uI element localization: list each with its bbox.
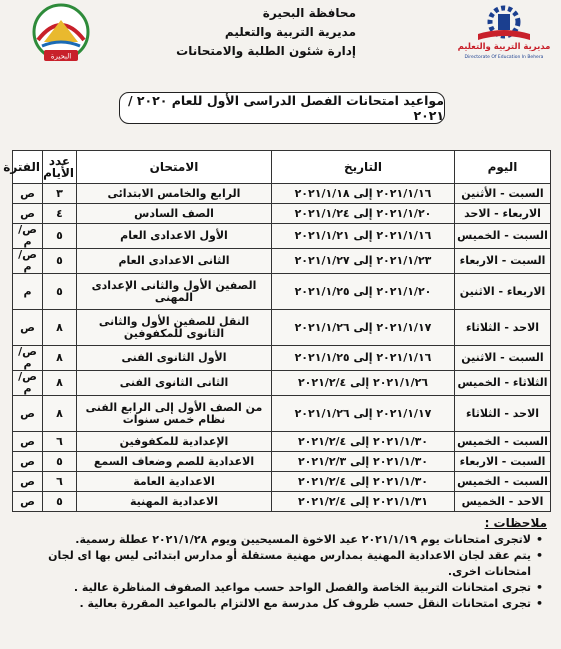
cell-date: ٢٠٢١/١/٣٠ إلى ٢٠٢١/٢/٤ (272, 432, 455, 452)
governorate-name: محافظة البحيرة (262, 6, 356, 20)
table-body (13, 184, 551, 512)
notes-section (17, 516, 547, 612)
cell-period: ص/م (13, 224, 43, 249)
cell-exam: الاعدادية العامة (77, 472, 272, 492)
cell-days-count: ٤ (43, 204, 77, 224)
cell-date: ٢٠٢١/١/١٦ إلى ٢٠٢١/١/٢١ (272, 224, 455, 249)
cell-date: ٢٠٢١/١/٣٠ إلى ٢٠٢١/٢/٣ (272, 452, 455, 472)
cell-exam: من الصف الأول إلى الرابع الفنى نظام خمس سنوات (77, 396, 272, 432)
edu-logo-subtext: Directorate Of Education In Behera (464, 55, 544, 60)
col-header-exam: الامتحان (77, 151, 272, 184)
table-row (13, 249, 551, 274)
cell-period: ص (13, 310, 43, 346)
cell-period: ص (13, 492, 43, 512)
cell-exam: الثانى الاعدادى العام (77, 249, 272, 274)
list-item: • تجرى امتحانات النقل حسب ظروف كل مدرسة مع الالتزام بالمواعيد المقررة بعالية . (17, 596, 531, 612)
notes-list (17, 532, 547, 612)
cell-days-count: ٥ (43, 274, 77, 310)
table-row (13, 492, 551, 512)
list-item: • يتم عقد لجان الاعدادية المهنية بمدارس مهنية مستقلة أو مدارس ابتدائى ليس بها اى لجان امتحانات اخرى. (17, 548, 531, 580)
cell-days-count: ٨ (43, 346, 77, 371)
cell-day: السبت - الاربعاء (455, 249, 551, 274)
cell-days-count: ٥ (43, 224, 77, 249)
cell-exam: الاعدادية المهنية (77, 492, 272, 512)
cell-days-count: ٨ (43, 310, 77, 346)
cell-exam: الصف السادس (77, 204, 272, 224)
cell-date: ٢٠٢١/١/١٦ إلى ٢٠٢١/١/٢٥ (272, 346, 455, 371)
cell-days-count: ٨ (43, 371, 77, 396)
cell-period: ص/م (13, 249, 43, 274)
directorate-name: مديرية التربية والتعليم (224, 25, 356, 39)
cell-date: ٢٠٢١/١/٢٦ إلى ٢٠٢١/٢/٤ (272, 371, 455, 396)
cell-period: م (13, 274, 43, 310)
cell-period: ص (13, 184, 43, 204)
cell-date: ٢٠٢١/١/٣١ إلى ٢٠٢١/٢/٤ (272, 492, 455, 512)
table-row (13, 371, 551, 396)
table-row (13, 396, 551, 432)
cell-day: الاربعاء - الاحد (455, 204, 551, 224)
cell-days-count: ٨ (43, 396, 77, 432)
cell-period: ص (13, 204, 43, 224)
cell-day: الاحد - الخميس (455, 492, 551, 512)
department-name: إدارة شئون الطلبة والامتحانات (176, 44, 356, 58)
cell-days-count: ٦ (43, 432, 77, 452)
col-header-days-count: عدد الأيام (43, 151, 77, 184)
cell-exam: الاعدادية للصم وضعاف السمع (77, 452, 272, 472)
cell-days-count: ٥ (43, 452, 77, 472)
table-row (13, 452, 551, 472)
col-header-date: التاريخ (272, 151, 455, 184)
cell-date: ٢٠٢١/١/٣٠ إلى ٢٠٢١/٢/٤ (272, 472, 455, 492)
schedule-title: مواعيد امتحانات الفصل الدراسى الأول للعام ٢٠٢٠ / ٢٠٢١ (119, 92, 445, 124)
behera-governorate-logo (24, 2, 98, 66)
exam-schedule-table (3, 150, 551, 512)
cell-exam: الإعدادية للمكفوفين (77, 432, 272, 452)
cell-day: الاحد - الثلاثاء (455, 310, 551, 346)
table-row (13, 224, 551, 249)
cell-date: ٢٠٢١/١/١٧ إلى ٢٠٢١/١/٢٦ (272, 310, 455, 346)
cell-day: السبت - الاثنين (455, 346, 551, 371)
cell-days-count: ٣ (43, 184, 77, 204)
cell-period: ص (13, 472, 43, 492)
cell-period: ص (13, 432, 43, 452)
cell-day: السبت - الأثنين (455, 184, 551, 204)
cell-exam: الأول الثانوى الفنى (77, 346, 272, 371)
notes-title: ملاحظات : (484, 516, 547, 530)
cell-day: السبت - الاربعاء (455, 452, 551, 472)
cell-exam: النقل للصفين الأول والثانى الثانوى للمكفوفين (77, 310, 272, 346)
table-row (13, 346, 551, 371)
table-row (13, 274, 551, 310)
cell-date: ٢٠٢١/١/١٧ إلى ٢٠٢١/١/٢٦ (272, 396, 455, 432)
col-header-period: الفترة (13, 151, 43, 184)
cell-period: ص (13, 396, 43, 432)
cell-date: ٢٠٢١/١/٢٠ إلى ٢٠٢١/١/٢٤ (272, 204, 455, 224)
cell-day: الاربعاء - الاثنين (455, 274, 551, 310)
cell-exam: الأول الاعدادى العام (77, 224, 272, 249)
table-header-row (13, 151, 551, 184)
cell-date: ٢٠٢١/١/٢٠ إلى ٢٠٢١/١/٢٥ (272, 274, 455, 310)
cell-day: السبت - الخميس (455, 472, 551, 492)
cell-day: السبت - الخميس (455, 224, 551, 249)
letterhead (0, 0, 561, 70)
letterhead-text (176, 4, 356, 61)
cell-period: ص (13, 452, 43, 472)
cell-period: ص/م (13, 371, 43, 396)
list-item: • تجرى امتحانات التربية الخاصة والفصل الواحد حسب مواعيد الصفوف المناظرة عالية . (17, 580, 531, 596)
col-header-day: اليوم (455, 151, 551, 184)
table-row (13, 310, 551, 346)
cell-days-count: ٥ (43, 249, 77, 274)
table-row (13, 184, 551, 204)
list-item: • لاتجرى امتحانات يوم ٢٠٢١/١/١٩ عيد الاخوة المسيحيين ويوم ٢٠٢١/١/٢٨ عطلة رسمية. (17, 532, 531, 548)
cell-day: الثلاثاء - الخميس (455, 371, 551, 396)
cell-days-count: ٥ (43, 492, 77, 512)
table-row (13, 472, 551, 492)
cell-exam: الرابع والخامس الابتدائى (77, 184, 272, 204)
cell-day: السبت - الخميس (455, 432, 551, 452)
cell-date: ٢٠٢١/١/١٦ إلى ٢٠٢١/١/١٨ (272, 184, 455, 204)
education-directorate-logo (458, 4, 550, 62)
cell-exam: الثانى الثانوى الفنى (77, 371, 272, 396)
edu-logo-text: مديرية التربية والتعليم (457, 42, 551, 52)
cell-period: ص/م (13, 346, 43, 371)
cell-date: ٢٠٢١/١/٢٣ إلى ٢٠٢١/١/٢٧ (272, 249, 455, 274)
table-row (13, 204, 551, 224)
cell-day: الاحد - الثلاثاء (455, 396, 551, 432)
gov-logo-text: البحيرة (50, 52, 72, 61)
cell-exam: الصفين الأول والثانى الإعدادى المهنى (77, 274, 272, 310)
table-row (13, 432, 551, 452)
cell-days-count: ٦ (43, 472, 77, 492)
